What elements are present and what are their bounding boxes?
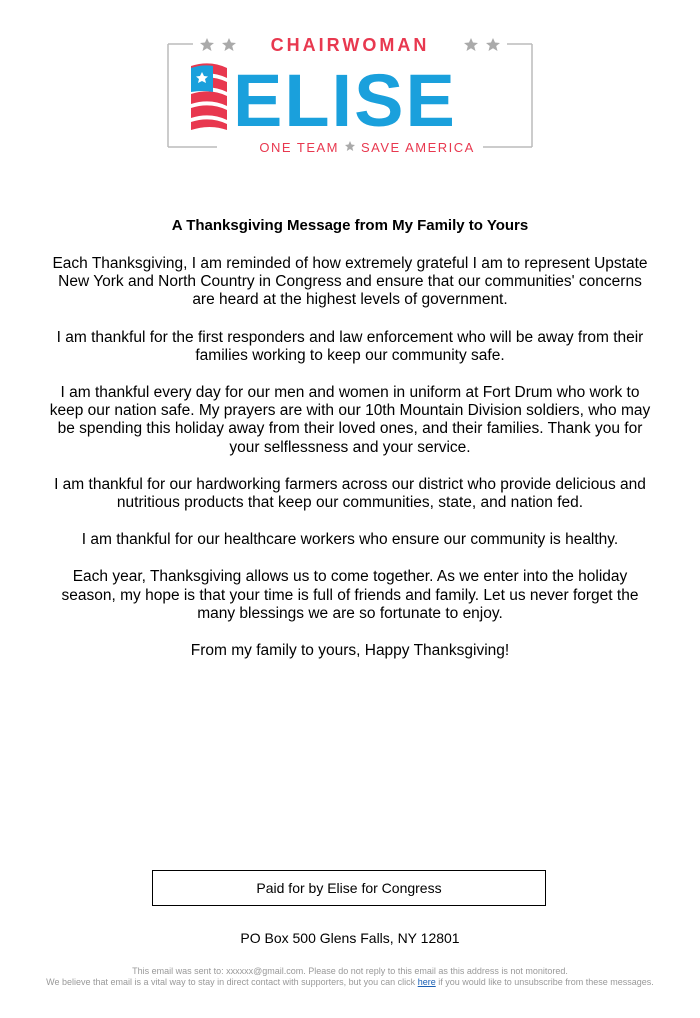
paragraph: I am thankful for our healthcare workers who ensure our community is healthy. bbox=[81, 531, 619, 549]
footer-sent-to: This email was sent to: xxxxxx@gmail.com. Please do not reply to this email as this address is not monitored. bbox=[132, 966, 568, 976]
paragraph: Each Thanksgiving, I am reminded of how extremely grateful I am to represent Upstate New York and North Country in Congress and ensure that our communities' concerns are heard at the highest levels of government. bbox=[52, 255, 648, 309]
email-footer bbox=[40, 966, 660, 987]
paragraph: I am thankful for the first responders and law enforcement who will be away from their families working to keep our community safe. bbox=[56, 328, 644, 364]
campaign-logo bbox=[0, 0, 700, 170]
paid-for-text: Paid for by Elise for Congress bbox=[256, 880, 442, 896]
paragraph: From my family to yours, Happy Thanksgiving! bbox=[190, 642, 510, 660]
footer-unsubscribe-note bbox=[40, 977, 660, 988]
logo-chairwoman-text: CHAIRWOMAN bbox=[270, 35, 430, 55]
paragraph: I am thankful every day for our men and women in uniform at Fort Drum who work to keep our nation safe. My prayers are with our 10th Mountain Division soldiers, who may be spending this holiday away from their loved ones, and their families. Thank you for your selflessness and your service. bbox=[49, 384, 651, 456]
mailing-address: PO Box 500 Glens Falls, NY 12801 bbox=[240, 930, 460, 946]
paid-for-disclaimer bbox=[152, 870, 546, 906]
logo-graphic bbox=[165, 30, 535, 156]
flag-e-icon bbox=[191, 63, 227, 130]
logo-elise-text: ELISE bbox=[233, 59, 457, 142]
footer-text: if you would like to unsubscribe from these messages. bbox=[435, 976, 654, 987]
message-body bbox=[48, 255, 652, 679]
logo-tagline-left: ONE TEAM bbox=[259, 140, 339, 155]
paragraph: Each year, Thanksgiving allows us to come together. As we enter into the holiday season, my hope is that your time is full of friends and family. Let us never forget the many blessings we are so fortunate to enjoy. bbox=[61, 568, 639, 622]
unsubscribe-link[interactable]: here bbox=[417, 976, 436, 987]
footer-text: We believe that email is a vital way to stay in direct contact with supporters, but you can click bbox=[46, 976, 418, 987]
logo-tagline-right: SAVE AMERICA bbox=[361, 140, 475, 155]
paragraph: I am thankful for our hardworking farmers across our district who provide delicious and nutritious products that keep our communities, state, and nation fed. bbox=[54, 475, 646, 512]
message-headline: A Thanksgiving Message from My Family to Yours bbox=[171, 217, 529, 234]
